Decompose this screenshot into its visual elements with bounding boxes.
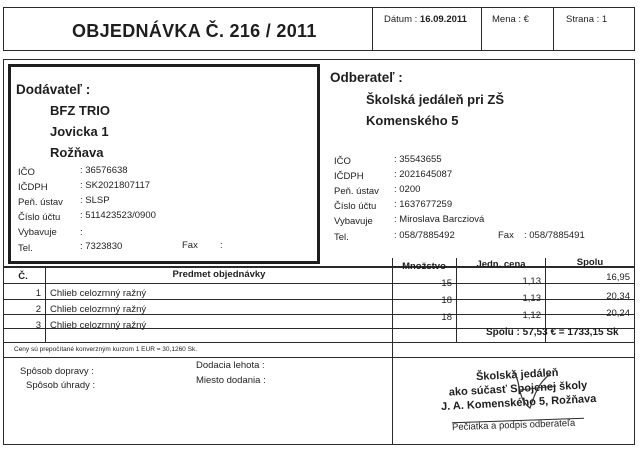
supplier-name-1: BFZ TRIO	[50, 103, 110, 118]
date-label: Dátum :	[384, 14, 418, 25]
delivery-place: Miesto dodania :	[196, 375, 266, 386]
supplier-icdph-label: IČDPH	[18, 182, 48, 193]
supplier-ico-value: : 36576638	[80, 165, 128, 176]
customer-icdph-label: IČDPH	[334, 171, 364, 182]
stamp-line-1: Školská jedáleň	[475, 366, 559, 384]
delivery-term: Dodacia lehota :	[196, 360, 265, 371]
header-divider	[553, 7, 554, 51]
customer-bank-label: Peň. ústav	[334, 186, 379, 197]
table-row-total: 20,34	[606, 291, 630, 302]
table-row-price: 1,13	[522, 276, 541, 287]
table-rule	[634, 267, 635, 445]
date-field	[384, 14, 467, 25]
customer-heading: Odberateľ :	[330, 70, 403, 85]
customer-fax-value: : 058/7885491	[524, 230, 585, 241]
currency-field: Mena : €	[492, 14, 529, 25]
customer-tel-label: Tel.	[334, 232, 349, 243]
customer-bank-value: : 0200	[394, 184, 421, 195]
col-header-num: Č.	[18, 271, 28, 282]
supplier-bank-value: : SLSP	[80, 195, 110, 206]
supplier-bank-label: Peň. ústav	[18, 197, 63, 208]
order-title: OBJEDNÁVKA Č. 216 / 2011	[72, 21, 317, 41]
transport-method: Spôsob dopravy :	[20, 366, 94, 377]
footer-rule	[3, 444, 635, 445]
footer-divider	[392, 342, 393, 444]
table-rule	[3, 342, 635, 343]
table-rule	[3, 267, 4, 445]
stamp-line-3: J. A. Komenského 5, Rožňava	[440, 392, 597, 414]
header-divider	[372, 7, 373, 51]
col-header-item: Predmet objednávky	[172, 269, 266, 280]
customer-name-1: Školská jedáleň pri ZŠ	[366, 92, 504, 107]
supplier-account-value: : 511423523/0900	[80, 210, 156, 221]
col-header-price: Jedn. cena	[476, 259, 526, 270]
stamp-line-2: ako súčasť Spojenej školy	[448, 379, 588, 399]
table-row-total: 16,95	[606, 272, 630, 283]
supplier-account-label: Číslo účtu	[18, 212, 61, 223]
table-row-item: Chlieb celozrnný ražný	[50, 304, 147, 315]
supplier-heading: Dodávateľ :	[16, 82, 91, 97]
customer-ico-label: IČO	[334, 156, 351, 167]
col-header-total: Spolu	[576, 257, 604, 268]
customer-account-label: Číslo účtu	[334, 201, 377, 212]
supplier-tel-value: : 7323830	[80, 241, 123, 252]
customer-tel-value: : 058/7885492	[394, 230, 455, 241]
table-row-price: 1,13	[522, 293, 541, 304]
supplier-contact-label: Vybavuje	[18, 227, 57, 238]
signature-label: Pečiatka a podpis odberateľa	[451, 417, 576, 434]
table-row-number: 3	[35, 320, 41, 331]
customer-icdph-value: : 2021645087	[394, 169, 453, 180]
customer-contact-value: : Miroslava Barcziová	[394, 214, 485, 225]
payment-method: Spôsob úhrady :	[26, 380, 96, 391]
supplier-fax-value: :	[220, 240, 223, 251]
date-value: 16.09.2011	[419, 14, 467, 25]
order-sum: Spolu : 57,53 € = 1733,15 Sk	[486, 327, 619, 338]
table-row-number: 2	[35, 304, 41, 315]
table-row-number: 1	[35, 288, 41, 299]
supplier-name-2: Jovicka 1	[50, 124, 109, 139]
table-row-item: Chlieb celozrnný ražný	[50, 320, 147, 331]
supplier-name-3: Rožňava	[50, 145, 104, 160]
supplier-fax-label: Fax	[182, 240, 198, 251]
footer-rule	[3, 357, 635, 358]
table-row-qty: 15	[441, 278, 452, 289]
supplier-icdph-value: : SK2021807117	[80, 180, 151, 191]
conversion-note: Ceny sú prepočítané konverzným kurzom 1 EUR = 30,1260 Sk.	[14, 346, 197, 353]
customer-ico-value: : 35543655	[394, 154, 442, 165]
table-row-total: 20,24	[606, 308, 630, 319]
customer-fax-label: Fax	[498, 230, 514, 241]
supplier-ico-label: IČO	[18, 167, 35, 178]
table-row-price: 1,12	[522, 310, 541, 321]
table-row-qty: 18	[441, 295, 452, 306]
signature-scribble	[500, 360, 570, 420]
supplier-contact-value: :	[80, 227, 83, 238]
customer-contact-label: Vybavuje	[334, 216, 373, 227]
col-header-qty: Množstvo	[402, 261, 446, 272]
header-divider	[481, 7, 482, 51]
table-row-qty: 18	[441, 312, 452, 323]
customer-name-2: Komenského 5	[366, 113, 459, 128]
page-field: Strana : 1	[566, 14, 608, 25]
customer-account-value: : 1637677259	[394, 199, 453, 210]
table-row-item: Chlieb celozrnný ražný	[50, 288, 147, 299]
supplier-tel-label: Tel.	[18, 243, 33, 254]
